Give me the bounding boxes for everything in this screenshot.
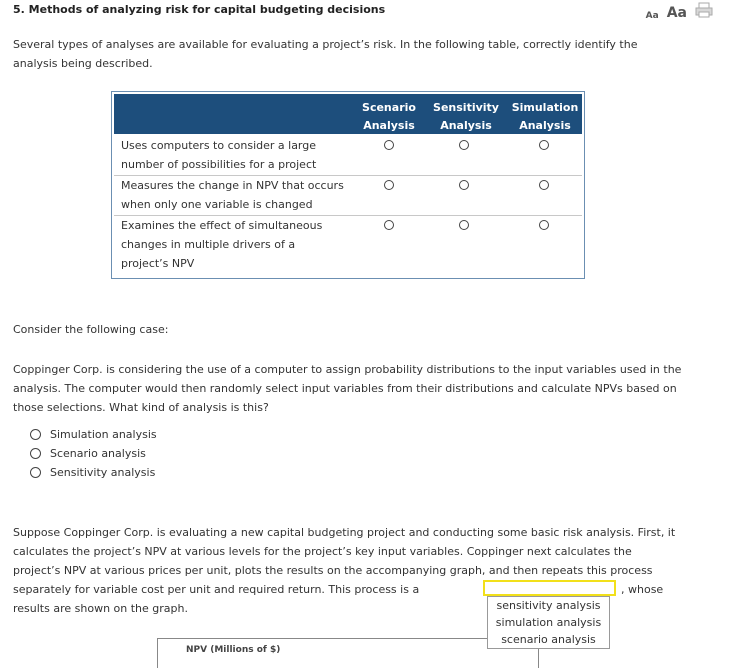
row1-sensitivity-radio[interactable]: [459, 140, 469, 150]
dropdown-option-sensitivity[interactable]: sensitivity analysis: [496, 599, 601, 612]
part2-text: Suppose Coppinger Corp. is evaluating a new capital budgeting project and conducting some basic risk analysis. First, it calculates the project’s NPV at various levels for the project’s key input variables. Coppinger next calculates the project’s NPV at various prices per unit, plots the results on the accompanying graph, and then repeats this process separately for variable cost per unit and required return. This process is a: [13, 526, 676, 596]
dropdown-option-scenario[interactable]: scenario analysis: [501, 633, 596, 646]
analysis-type-dropdown[interactable]: [483, 580, 616, 596]
option-sensitivity[interactable]: [30, 463, 155, 482]
option-label: Simulation analysis: [50, 428, 157, 441]
option-radio[interactable]: [30, 429, 41, 440]
case-intro: Consider the following case:: [13, 323, 169, 336]
column-header-sensitivity: Sensitivity Analysis: [433, 101, 499, 132]
print-icon: [695, 2, 713, 18]
analysis-table: [111, 91, 585, 279]
row2-sensitivity-radio[interactable]: [459, 180, 469, 190]
row3-simulation-radio[interactable]: [539, 220, 549, 230]
font-size-small-button[interactable]: Aa: [645, 11, 659, 21]
option-radio[interactable]: [30, 467, 41, 478]
option-radio[interactable]: [30, 448, 41, 459]
part2-results-line: results are shown on the graph.: [13, 602, 188, 615]
row2-scenario-radio[interactable]: [384, 180, 394, 190]
graph-ylabel: NPV (Millions of $): [186, 645, 281, 655]
print-button[interactable]: [695, 2, 713, 21]
option-label: Scenario analysis: [50, 447, 146, 460]
table-row-label: Uses computers to consider a large number of possibilities for a project: [121, 139, 317, 171]
row2-simulation-radio[interactable]: [539, 180, 549, 190]
dropdown-option-simulation[interactable]: simulation analysis: [495, 616, 602, 629]
case-text: Coppinger Corp. is considering the use of a computer to assign probability distributions to the input variables used in the analysis. The computer would then randomly select input variables from their distributions and calculate NPVs based on those selections. What kind of analysis is this?: [13, 363, 682, 414]
option-scenario[interactable]: [30, 444, 146, 463]
row3-scenario-radio[interactable]: [384, 220, 394, 230]
question-title: 5. Methods of analyzing risk for capital budgeting decisions: [13, 3, 386, 16]
dropdown-options-list: [487, 596, 610, 649]
table-header: [114, 94, 582, 134]
table-row-label: Measures the change in NPV that occurs when only one variable is changed: [121, 179, 344, 211]
option-simulation[interactable]: [30, 425, 157, 444]
toolbar: [646, 2, 713, 21]
row1-simulation-radio[interactable]: [539, 140, 549, 150]
font-size-large-button[interactable]: Aa: [666, 5, 687, 21]
option-label: Sensitivity analysis: [50, 466, 156, 479]
row3-sensitivity-radio[interactable]: [459, 220, 469, 230]
table-row-label: Examines the effect of simultaneous changes in multiple drivers of a project’s NPV: [121, 219, 323, 270]
column-header-simulation: Simulation Analysis: [511, 101, 579, 132]
column-header-scenario: Scenario Analysis: [362, 101, 416, 132]
intro-text: Several types of analyses are available for evaluating a project’s risk. In the following table, correctly identify the analysis being described.: [13, 38, 638, 70]
row1-scenario-radio[interactable]: [384, 140, 394, 150]
part2-text-after: , whose: [621, 583, 664, 596]
